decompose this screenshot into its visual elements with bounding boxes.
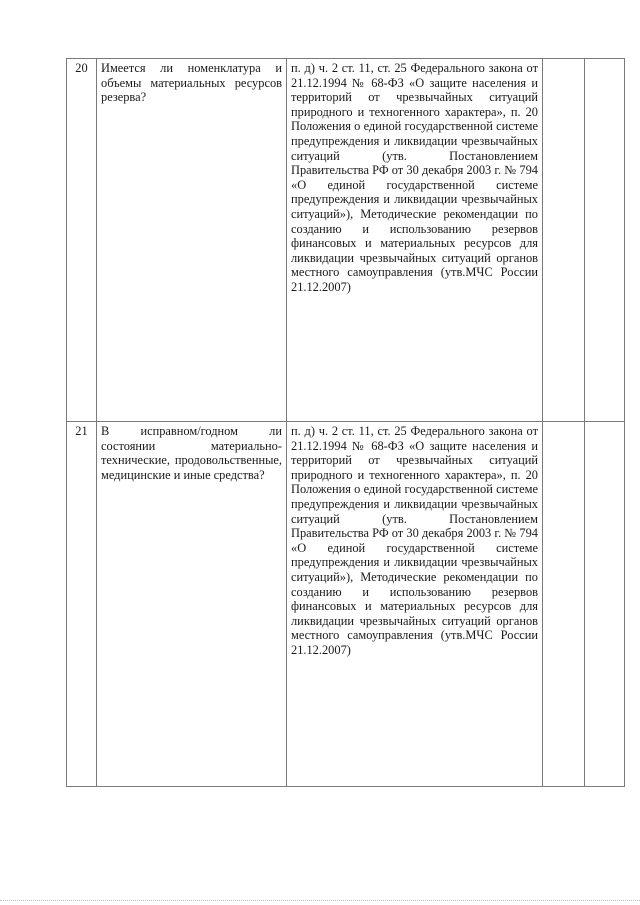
page-bottom-divider	[0, 900, 640, 901]
answer-cell-yes	[543, 422, 585, 787]
legal-basis-text: п. д) ч. 2 ст. 11, ст. 25 Федерального закона от 21.12.1994 № 68-ФЗ «О защите населения и территорий от чрезвычайных ситуаций природного и техногенного характера», п. 20 Положения о единой государственной системе предупреждения и ликвидации чрезвычайных ситуаций (утв. Постановлением Правительства РФ от 30 декабря 2003 г. № 794 «О единой государственной системе предупреждения и ликвидации чрезвычайных ситуаций»), Методические рекомендации по созданию и использованию резервов финансовых и материальных ресурсов для ликвидации чрезвычайных ситуаций органов местного самоуправления (утв.МЧС России 21.12.2007)	[287, 59, 543, 422]
answer-cell-yes	[543, 59, 585, 422]
table-row	[67, 59, 625, 422]
row-number: 20	[67, 59, 97, 422]
table-row	[67, 422, 625, 787]
row-number: 21	[67, 422, 97, 787]
answer-cell-no	[585, 59, 625, 422]
legal-basis-text: п. д) ч. 2 ст. 11, ст. 25 Федерального закона от 21.12.1994 № 68-ФЗ «О защите населения и территорий от чрезвычайных ситуаций природного и техногенного характера», п. 20 Положения о единой государственной системе предупреждения и ликвидации чрезвычайных ситуаций (утв. Постановлением Правительства РФ от 30 декабря 2003 г. № 794 «О единой государственной системе предупреждения и ликвидации чрезвычайных ситуаций»), Методические рекомендации по созданию и использованию резервов финансовых и материальных ресурсов для ликвидации чрезвычайных ситуаций органов местного самоуправления (утв.МЧС России 21.12.2007)	[287, 422, 543, 787]
question-text: Имеется ли номенклатура и объемы материальных ресурсов резерва?	[97, 59, 287, 422]
question-text: В исправном/годном ли состоянии материально-технические, продовольственные, медицинские и иные средства?	[97, 422, 287, 787]
answer-cell-no	[585, 422, 625, 787]
checklist-table	[66, 58, 625, 787]
